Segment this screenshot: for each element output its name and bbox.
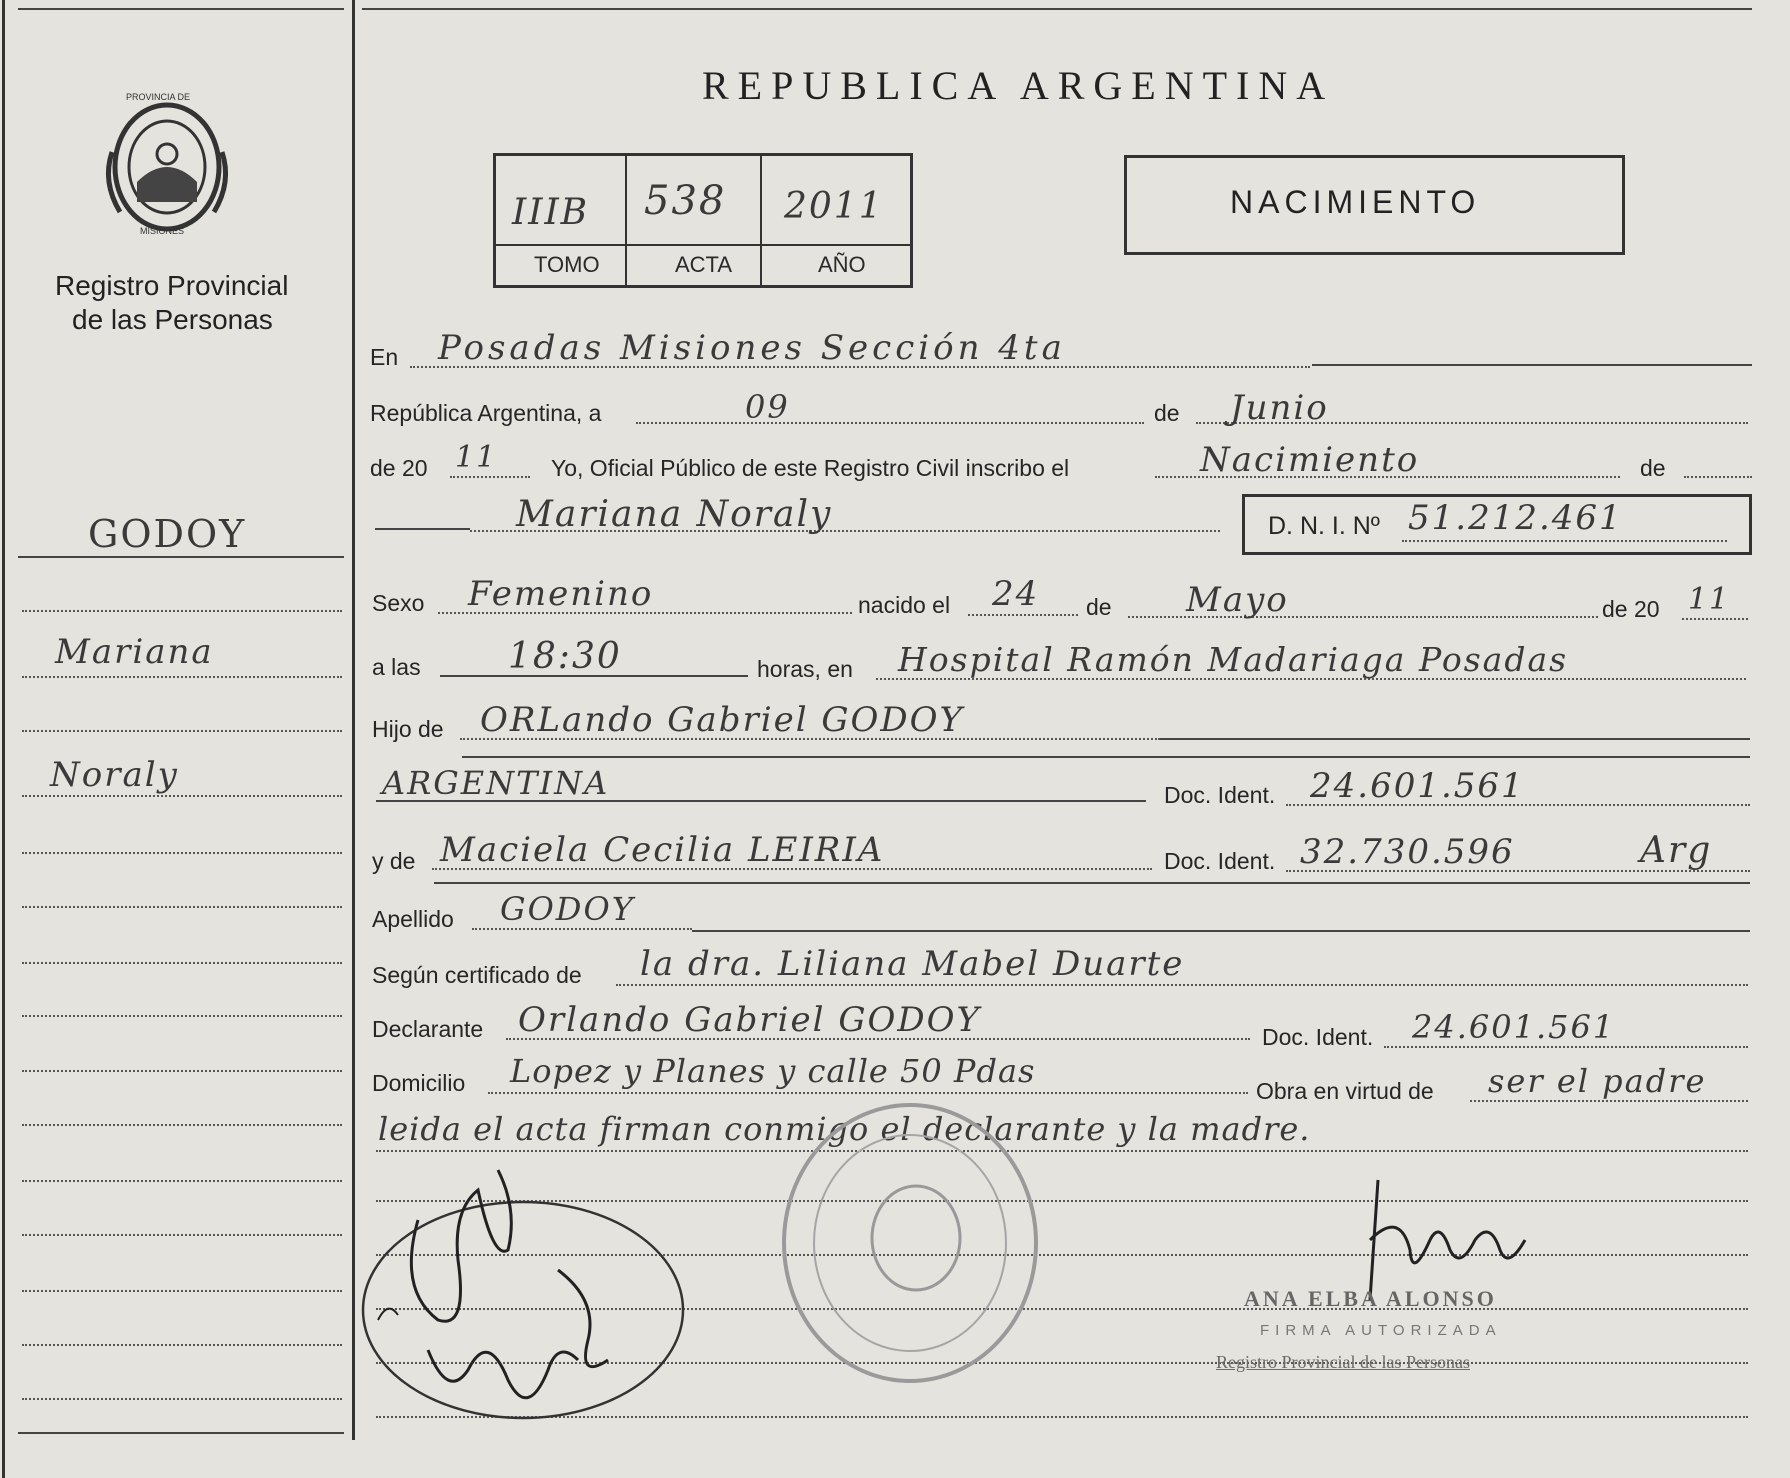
top-rule-right [362,8,1752,10]
value-mother-doc: 32.730.596 [1300,832,1515,872]
line-father-extra [462,756,1750,758]
value-mother-name: Maciela Cecilia LEIRIA [440,830,885,870]
label-hijo-de: Hijo de [372,716,444,742]
value-day: 09 [745,388,790,426]
official-title: FIRMA AUTORIZADA [1260,1322,1502,1339]
margin-dots-4 [22,795,342,797]
value-mother-doc-note: Arg [1640,830,1713,871]
margin-dots-8 [22,1015,342,1017]
margin-rule-surname [18,556,344,558]
margin-dots-12 [22,1234,342,1236]
label-de-20: de 20 [370,455,428,481]
registry-stamp [776,1098,1044,1388]
official-office: Registro Provincial de las Personas [1216,1352,1470,1372]
value-declarant-doc: 24.601.561 [1412,1008,1616,1046]
line-dni [1402,540,1727,542]
tomo-label: TOMO [534,252,600,277]
value-place: Posadas Misiones Sección 4ta [438,328,1066,368]
label-doc-ident-1: Doc. Ident. [1164,782,1276,808]
line-surname-tail [692,930,1750,932]
margin-rule-bottom [18,1432,344,1434]
label-sexo: Sexo [372,590,425,616]
line-surname [472,928,692,930]
label-y-de: y de [372,848,416,874]
line-nationality [376,800,1146,802]
value-birth-year: 11 [1688,582,1731,617]
margin-dots-1 [22,610,342,612]
value-birth-month: Mayo [1186,580,1289,620]
label-de-20b: de 20 [1602,596,1660,622]
label-horas-en: horas, en [757,656,853,682]
label-declarante: Declarante [372,1016,484,1042]
margin-dots-13 [22,1290,342,1292]
official-name: ANA ELBA ALONSO [1244,1286,1497,1311]
label-republica-a: República Argentina, a [370,400,602,426]
value-certificate-by: la dra. Liliana Mabel Duarte [640,944,1185,984]
margin-dots-6 [22,906,342,908]
value-month: Junio [1230,388,1329,428]
margin-dots-11 [22,1180,342,1182]
value-father-doc: 24.601.561 [1310,766,1525,806]
value-father-name: ORLando Gabriel GODOY [480,700,964,740]
label-apellido: Apellido [372,906,454,932]
label-de-1: de [1154,400,1180,426]
line-place-tail [1312,364,1752,366]
line-mother-extra [434,882,1750,884]
top-rule-left [18,8,344,10]
registry-name-line2: de las Personas [72,304,273,335]
line-birth-day [968,614,1078,616]
ano-value: 2011 [784,186,884,227]
label-domicilio: Domicilio [372,1070,466,1096]
value-address: Lopez y Planes y calle 50 Pdas [510,1052,1036,1090]
line-de-tail [1684,476,1752,478]
label-doc-ident-2: Doc. Ident. [1164,848,1276,874]
seal-bottom-text: MISIONES [140,226,185,236]
margin-surname: GODOY [88,512,247,556]
column-divider [352,0,355,1440]
line-child-name-lead [375,528,470,530]
line-day [636,422,1144,424]
margin-dots-10 [22,1124,342,1126]
line-declarant-doc [1384,1046,1748,1048]
acta-value: 538 [644,178,727,224]
seal-top-text: PROVINCIA DE [126,92,191,102]
margin-dots-15 [22,1398,342,1400]
line-certificate [616,984,1748,986]
label-obra-en-virtud: Obra en virtud de [1256,1078,1434,1104]
left-border [2,0,5,1478]
value-closing: leida el acta firman conmigo el declarante y la madre. [378,1110,1311,1148]
value-child-name: Mariana Noraly [516,494,833,535]
value-declarant: Orlando Gabriel GODOY [518,1000,981,1040]
value-birth-place: Hospital Ramón Madariaga Posadas [898,640,1569,679]
value-dni: 51.212.461 [1408,498,1623,538]
margin-dots-9 [22,1070,342,1072]
line-father-name-tail [1160,738,1750,740]
value-year: 11 [455,440,498,475]
label-doc-ident-3: Doc. Ident. [1262,1024,1374,1050]
provincial-seal [92,92,242,242]
margin-dots-2 [22,676,342,678]
label-yo-oficial: Yo, Oficial Público de este Registro Civil inscribo el [551,455,1070,481]
label-segun-certificado: Según certificado de [372,962,582,988]
value-birth-time: 18:30 [508,636,622,677]
acta-label: ACTA [675,252,733,277]
declarant-signature [358,1150,698,1430]
registry-name-line1: Registro Provincial [55,270,289,301]
line-year [450,476,530,478]
margin-dots-14 [22,1344,342,1346]
country-title: REPUBLICA ARGENTINA [702,63,1335,108]
margin-dots-3 [22,730,342,732]
value-surname: GODOY [500,890,635,928]
line-birth-year [1682,618,1748,620]
ano-label: AÑO [818,252,866,277]
value-birth-day: 24 [992,574,1040,614]
label-de-2: de [1640,455,1666,481]
margin-first-name: Mariana [55,632,214,672]
margin-middle-name: Noraly [50,755,179,795]
label-de-3: de [1086,594,1112,620]
value-act-type: Nacimiento [1200,440,1420,480]
margin-dots-5 [22,852,342,854]
label-en: En [370,344,399,370]
label-a-las: a las [372,654,421,680]
line-address [488,1092,1248,1094]
label-dni: D. N. I. Nº [1268,512,1380,540]
margin-dots-7 [22,962,342,964]
tomo-value: IIIB [512,192,590,233]
value-father-nationality: ARGENTINA [382,764,610,802]
value-obra-reason: ser el padre [1488,1062,1707,1100]
label-nacido-el: nacido el [858,592,951,618]
record-type: NACIMIENTO [1230,184,1481,220]
value-sex: Femenino [468,574,654,614]
line-obra-reason [1470,1100,1748,1102]
